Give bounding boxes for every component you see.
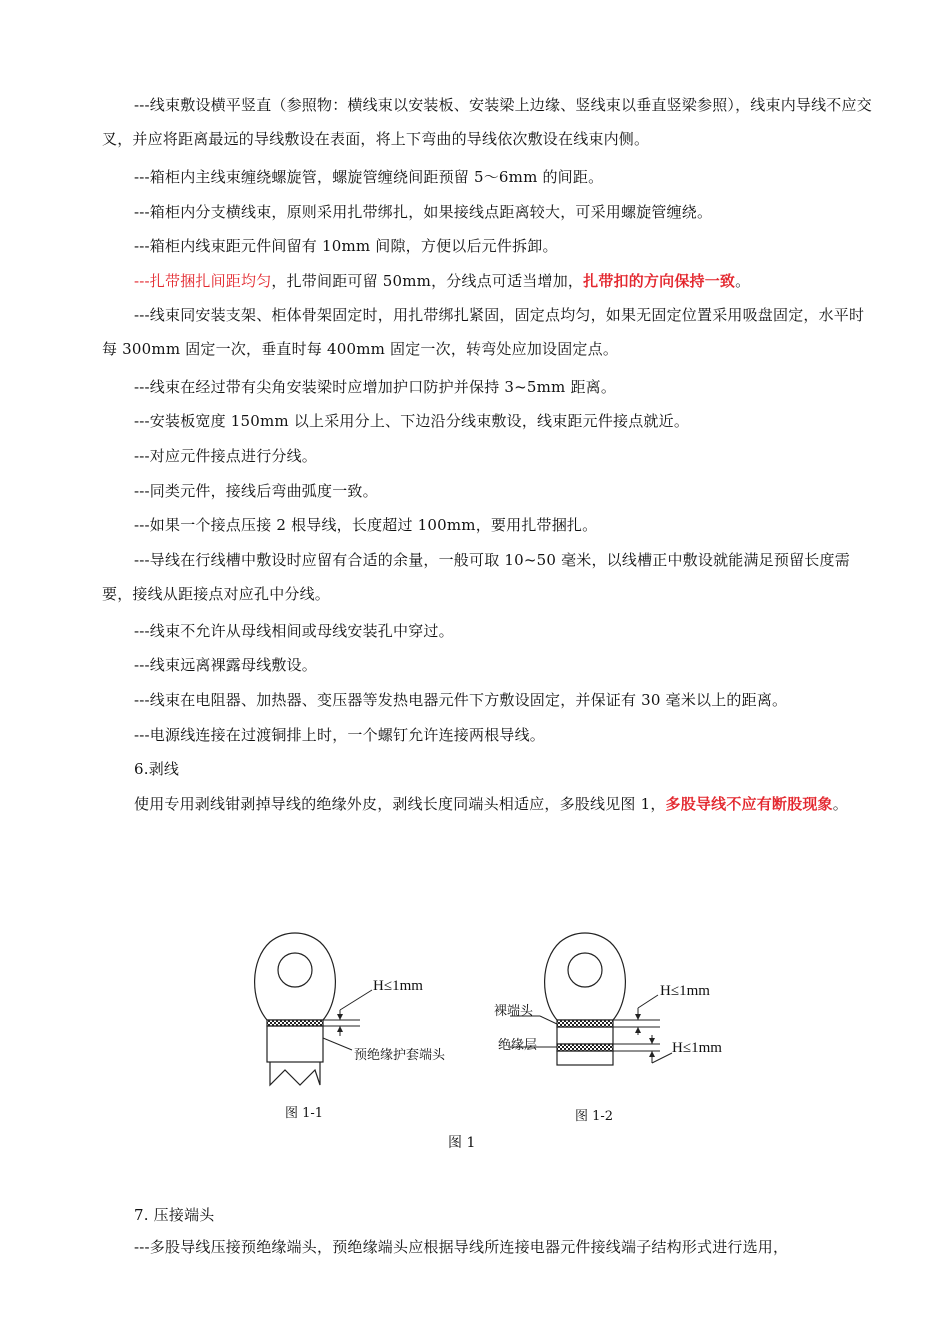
- fig1-2-caption: 图 1-2: [575, 1109, 614, 1124]
- paragraph-copper-bar: ---电源线连接在过渡铜排上时，一个螺钉允许连接两根导线。: [134, 726, 546, 744]
- highlight-no-broken-strands: 多股导线不应有断股现象: [665, 795, 833, 813]
- ring-terminal-2: [545, 933, 626, 1065]
- fig1-sleeve-label: 预绝缘护套端头: [354, 1048, 446, 1063]
- paragraph-two-wires: ---如果一个接点压接 2 根导线，长度超过 100mm，要用扎带捆扎。: [134, 516, 598, 534]
- paragraph-spiral-tube: ---箱柜内主线束缠绕螺旋管，螺旋管缠绕间距预留 5～6mm 的间距。: [134, 168, 604, 186]
- highlight-tie-spacing: ---扎带捆扎间距均匀: [134, 272, 272, 290]
- paragraph-sharp-beam: ---线束在经过带有尖角安装梁时应增加护口防护并保持 3~5mm 距离。: [134, 378, 617, 396]
- ring-terminal-1: [255, 933, 336, 1085]
- fig2-h-bottom-label: H≤1mm: [672, 1040, 722, 1056]
- figure-caption: 图 1: [448, 1135, 476, 1151]
- fig1-h-label: H≤1mm: [373, 978, 423, 994]
- paragraph-mounting-plate: ---安装板宽度 150mm 以上采用分上、下边沿分线束敷设，线束距元件接点就近。: [134, 412, 690, 430]
- fig2-bare-label: 裸端头: [494, 1004, 534, 1019]
- section-heading-crimping: 7. 压接端头: [134, 1206, 215, 1224]
- paragraph-busbar: ---线束不允许从母线相间或母线安装孔中穿过。: [134, 622, 454, 640]
- paragraph-trunking: ---导线在行线槽中敷设时应留有合适的余量，一般可取 10~50 毫米，以线槽正中敷设就能满足预留长度需要，接线从距接点对应孔中分线。: [102, 551, 850, 603]
- paragraph-crimping: ---多股导线压接预绝缘端头，预绝缘端头应根据导线所连接电器元件接线端子结构形式进行选用，: [134, 1238, 789, 1256]
- paragraph-branch-harness: ---箱柜内分支横线束，原则采用扎带绑扎，如果接线点距离较大，可采用螺旋管缠绕。: [134, 203, 713, 221]
- fig2-insulation-label: 绝缘层: [498, 1038, 538, 1053]
- section-heading-stripping: 6.剥线: [134, 760, 180, 778]
- paragraph-fixing: ---线束同安装支架、柜体骨架固定时，用扎带绑扎紧固，固定点均匀，如果无固定位置采用吸盘固定，水平时每 300mm 固定一次，垂直时每 400mm 固定一次，转弯处应加设固定点。: [102, 306, 865, 358]
- highlight-tie-direction: 扎带扣的方向保持一致: [583, 272, 736, 290]
- paragraph-harness-layout: ---线束敷设横平竖直（参照物：横线束以安装板、安装梁上边缘、竖线束以垂直竖梁参照），线束内导线不应交叉，并应将距离最远的导线敷设在表面，将上下弯曲的导线依次敷设在线束内侧。: [102, 96, 872, 148]
- fig2-h-top-label: H≤1mm: [660, 983, 710, 999]
- paragraph-gap: ---箱柜内线束距元件间留有 10mm 间隙，方便以后元件拆卸。: [134, 237, 558, 255]
- paragraph-branching: ---对应元件接点进行分线。: [134, 447, 318, 465]
- paragraph-heating: ---线束在电阻器、加热器、变压器等发热电器元件下方敷设固定，并保证有 30 毫米以上的距离。: [134, 691, 788, 709]
- figure-terminal-diagram: [240, 920, 760, 1160]
- paragraph-bend: ---同类元件，接线后弯曲弧度一致。: [134, 482, 378, 500]
- fig1-1-caption: 图 1-1: [285, 1106, 324, 1121]
- paragraph-stripping: 使用专用剥线钳剥掉导线的绝缘外皮，剥线长度同端头相适应，多股线见图 1，多股导线不应有断股现象。: [134, 795, 848, 813]
- paragraph-bare-busbar: ---线束远离裸露母线敷设。: [134, 656, 318, 674]
- paragraph-cable-tie: ---扎带捆扎间距均匀，扎带间距可留 50mm，分线点可适当增加，扎带扣的方向保持一致。: [134, 272, 751, 290]
